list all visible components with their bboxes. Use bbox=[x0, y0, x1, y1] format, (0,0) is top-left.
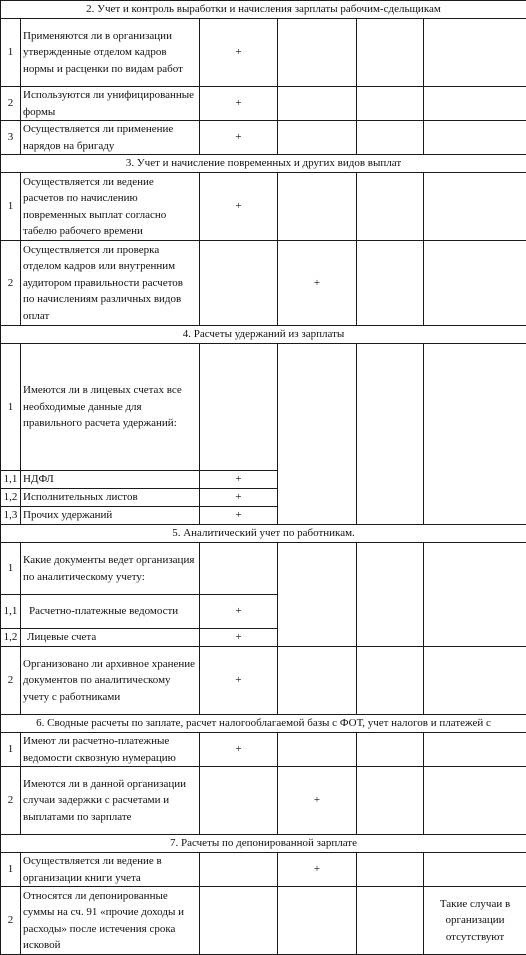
table-row bbox=[1, 344, 526, 471]
question-text: Лицевые счета bbox=[21, 629, 200, 647]
row-number: 1,3 bbox=[1, 507, 21, 525]
question-text: Осуществляется ли ведение расчетов по начислению повременных выплат согласно табелю рабочего времени bbox=[21, 173, 200, 241]
section-header: 3. Учет и начисление повременных и других видов выплат bbox=[1, 155, 526, 173]
answer-na-cell bbox=[357, 853, 424, 887]
answer-yes-cell bbox=[200, 344, 278, 471]
note-cell bbox=[424, 121, 526, 155]
answer-no-cell bbox=[278, 19, 357, 87]
answer-yes-cell: + bbox=[200, 647, 278, 715]
answer-yes-cell: + bbox=[200, 489, 278, 507]
section-row bbox=[1, 155, 526, 173]
answer-na-cell bbox=[357, 344, 424, 525]
answer-yes-cell bbox=[200, 767, 278, 835]
answer-yes-cell: + bbox=[200, 629, 278, 647]
section-row bbox=[1, 835, 526, 853]
answer-na-cell bbox=[357, 887, 424, 955]
row-number: 1 bbox=[1, 173, 21, 241]
answer-no-cell: + bbox=[278, 767, 357, 835]
answer-yes-cell: + bbox=[200, 471, 278, 489]
row-number: 2 bbox=[1, 767, 21, 835]
answer-no-cell bbox=[278, 733, 357, 767]
note-cell bbox=[424, 87, 526, 121]
section-header: 2. Учет и контроль выработки и начисления зарплаты рабочим-сдельщикам bbox=[1, 1, 526, 19]
question-text: Исполнительных листов bbox=[21, 489, 200, 507]
row-number: 1 bbox=[1, 19, 21, 87]
row-number: 3 bbox=[1, 121, 21, 155]
answer-no-cell: + bbox=[278, 241, 357, 326]
table-row bbox=[1, 853, 526, 887]
note-cell bbox=[424, 344, 526, 525]
answer-yes-cell: + bbox=[200, 173, 278, 241]
note-cell bbox=[424, 543, 526, 647]
answer-na-cell bbox=[357, 733, 424, 767]
row-number: 2 bbox=[1, 647, 21, 715]
table-row bbox=[1, 241, 526, 326]
row-number: 1,2 bbox=[1, 629, 21, 647]
answer-no-cell bbox=[278, 647, 357, 715]
section-row bbox=[1, 715, 526, 733]
note-cell bbox=[424, 241, 526, 326]
row-number: 1,2 bbox=[1, 489, 21, 507]
row-number: 1 bbox=[1, 853, 21, 887]
answer-na-cell bbox=[357, 121, 424, 155]
question-text: Применяются ли в организации утвержденные отделом кадров нормы и расценки по видам работ bbox=[21, 19, 200, 87]
question-text: Организовано ли архивное хранение документов по аналитическому учету с работниками bbox=[21, 647, 200, 715]
table-row bbox=[1, 543, 526, 595]
question-text: Расчетно-платежные ведомости bbox=[21, 595, 200, 629]
answer-yes-cell bbox=[200, 853, 278, 887]
question-text: Имеют ли расчетно-платежные ведомости сквозную нумерацию bbox=[21, 733, 200, 767]
answer-na-cell bbox=[357, 543, 424, 647]
answer-na-cell bbox=[357, 767, 424, 835]
answer-yes-cell: + bbox=[200, 87, 278, 121]
answer-no-cell bbox=[278, 887, 357, 955]
table-row bbox=[1, 87, 526, 121]
section-row bbox=[1, 326, 526, 344]
row-number: 1 bbox=[1, 543, 21, 595]
row-number: 2 bbox=[1, 241, 21, 326]
answer-no-cell bbox=[278, 87, 357, 121]
answer-yes-cell: + bbox=[200, 19, 278, 87]
question-text: Прочих удержаний bbox=[21, 507, 200, 525]
table-row bbox=[1, 121, 526, 155]
answer-no-cell bbox=[278, 344, 357, 525]
answer-no-cell bbox=[278, 121, 357, 155]
note-cell bbox=[424, 853, 526, 887]
table-row bbox=[1, 647, 526, 715]
table-row bbox=[1, 19, 526, 87]
question-text: Используются ли унифицированные формы bbox=[21, 87, 200, 121]
answer-no-cell: + bbox=[278, 853, 357, 887]
table-row bbox=[1, 733, 526, 767]
table-row bbox=[1, 173, 526, 241]
section-row bbox=[1, 1, 526, 19]
answer-yes-cell: + bbox=[200, 121, 278, 155]
row-number: 2 bbox=[1, 87, 21, 121]
note-cell bbox=[424, 647, 526, 715]
table-row bbox=[1, 887, 526, 955]
answer-na-cell bbox=[357, 173, 424, 241]
answer-na-cell bbox=[357, 87, 424, 121]
answer-no-cell bbox=[278, 543, 357, 647]
question-text: Какие документы ведет организация по аналитическому учету: bbox=[21, 543, 200, 595]
row-number: 2 bbox=[1, 887, 21, 955]
table-row bbox=[1, 767, 526, 835]
answer-yes-cell: + bbox=[200, 733, 278, 767]
answer-yes-cell bbox=[200, 887, 278, 955]
question-text: Имеются ли в лицевых счетах все необходимые данные для правильного расчета удержаний: bbox=[21, 344, 200, 471]
answer-yes-cell: + bbox=[200, 507, 278, 525]
note-cell bbox=[424, 173, 526, 241]
note-cell: Такие случаи в организации отсутствуют bbox=[424, 887, 526, 955]
row-number: 1 bbox=[1, 733, 21, 767]
question-text: Осуществляется ли применение нарядов на бригаду bbox=[21, 121, 200, 155]
answer-na-cell bbox=[357, 19, 424, 87]
section-header: 6. Сводные расчеты по заплате, расчет налогооблагаемой базы с ФОТ, учет налогов и платежей с bbox=[1, 715, 526, 733]
note-cell bbox=[424, 19, 526, 87]
note-cell bbox=[424, 733, 526, 767]
note-cell bbox=[424, 767, 526, 835]
answer-na-cell bbox=[357, 241, 424, 326]
question-text: Осуществляется ли проверка отделом кадров или внутренним аудитором правильности расчетов по начислениям различных видов оплат bbox=[21, 241, 200, 326]
answer-yes-cell bbox=[200, 241, 278, 326]
answer-no-cell bbox=[278, 173, 357, 241]
question-text: Имеются ли в данной организации случаи задержки с расчетами и выплатами по зарплате bbox=[21, 767, 200, 835]
row-number: 1,1 bbox=[1, 471, 21, 489]
answer-yes-cell bbox=[200, 543, 278, 595]
question-text: Осуществляется ли ведение в организации книги учета bbox=[21, 853, 200, 887]
question-text: Относятся ли депонированные суммы на сч. 91 «прочие доходы и расходы» после истечения срока исковой bbox=[21, 887, 200, 955]
answer-yes-cell: + bbox=[200, 595, 278, 629]
section-header: 4. Расчеты удержаний из зарплаты bbox=[1, 326, 526, 344]
section-header: 7. Расчеты по депонированной зарплате bbox=[1, 835, 526, 853]
row-number: 1,1 bbox=[1, 595, 21, 629]
question-text: НДФЛ bbox=[21, 471, 200, 489]
row-number: 1 bbox=[1, 344, 21, 471]
section-header: 5. Аналитический учет по работникам. bbox=[1, 525, 526, 543]
section-row bbox=[1, 525, 526, 543]
answer-na-cell bbox=[357, 647, 424, 715]
